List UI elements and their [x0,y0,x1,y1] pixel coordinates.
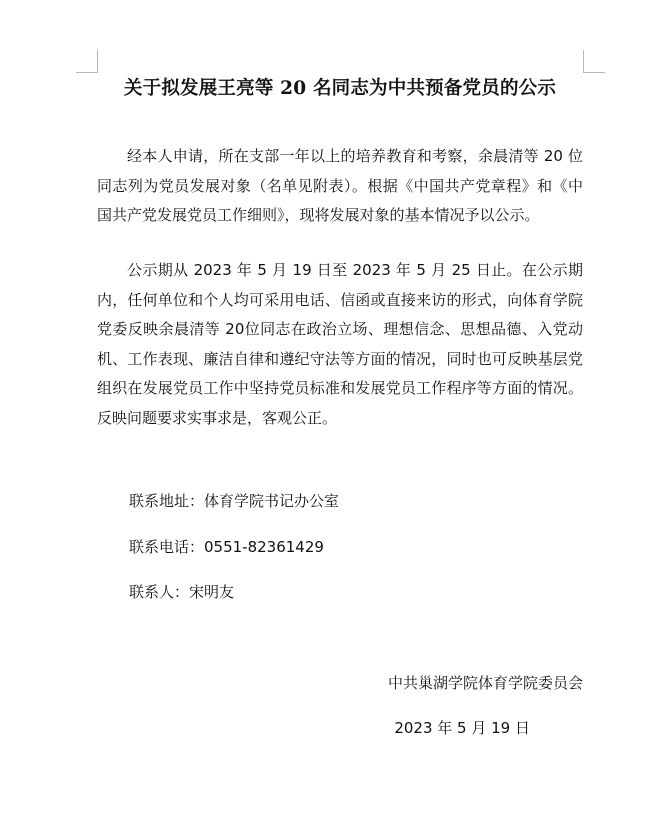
crop-mark-top-right-vertical [583,50,584,72]
body-paragraph-1: 经本人申请，所在支部一年以上的培养教育和考察，余晨清等 20 位同志列为党员发展对象（名单见附表）。根据《中国共产党章程》和《中国共产党发展党员工作细则》，现将发展对象的基本情况予以公示。 [97,147,583,225]
contact-phone: 联系电话：0551-82361429 [129,538,324,556]
crop-mark-top-left-vertical [97,50,98,72]
crop-mark-top-left-horizontal [76,72,98,73]
document-title: 关于拟发展王亮等 20 名同志为中共预备党员的公示 [123,78,557,99]
signature-date: 2023 年 5 月 19 日 [394,719,530,737]
body-paragraph-2: 公示期从 2023 年 5 月 19 日至 2023 年 5 月 25 日止。在公示期内，任何单位和个人均可采用电话、信函或直接来访的形式，向体育学院党委反映余晨清等 20位同志在政治立场、理想信念、思想品德、入党动机、工作表现、廉洁自律和遵纪守法等方面的情况，同时也可反映基层党组织在发展党员工作中坚持党员标准和发展党员工作程序等方面的情况。反映问题要求实事求是，客观公正。 [97,261,583,427]
contact-address: 联系地址：体育学院书记办公室 [129,492,340,510]
signature-organization: 中共巢湖学院体育学院委员会 [387,674,583,692]
crop-mark-top-right-horizontal [583,72,605,73]
contact-person: 联系人：宋明友 [129,583,235,601]
